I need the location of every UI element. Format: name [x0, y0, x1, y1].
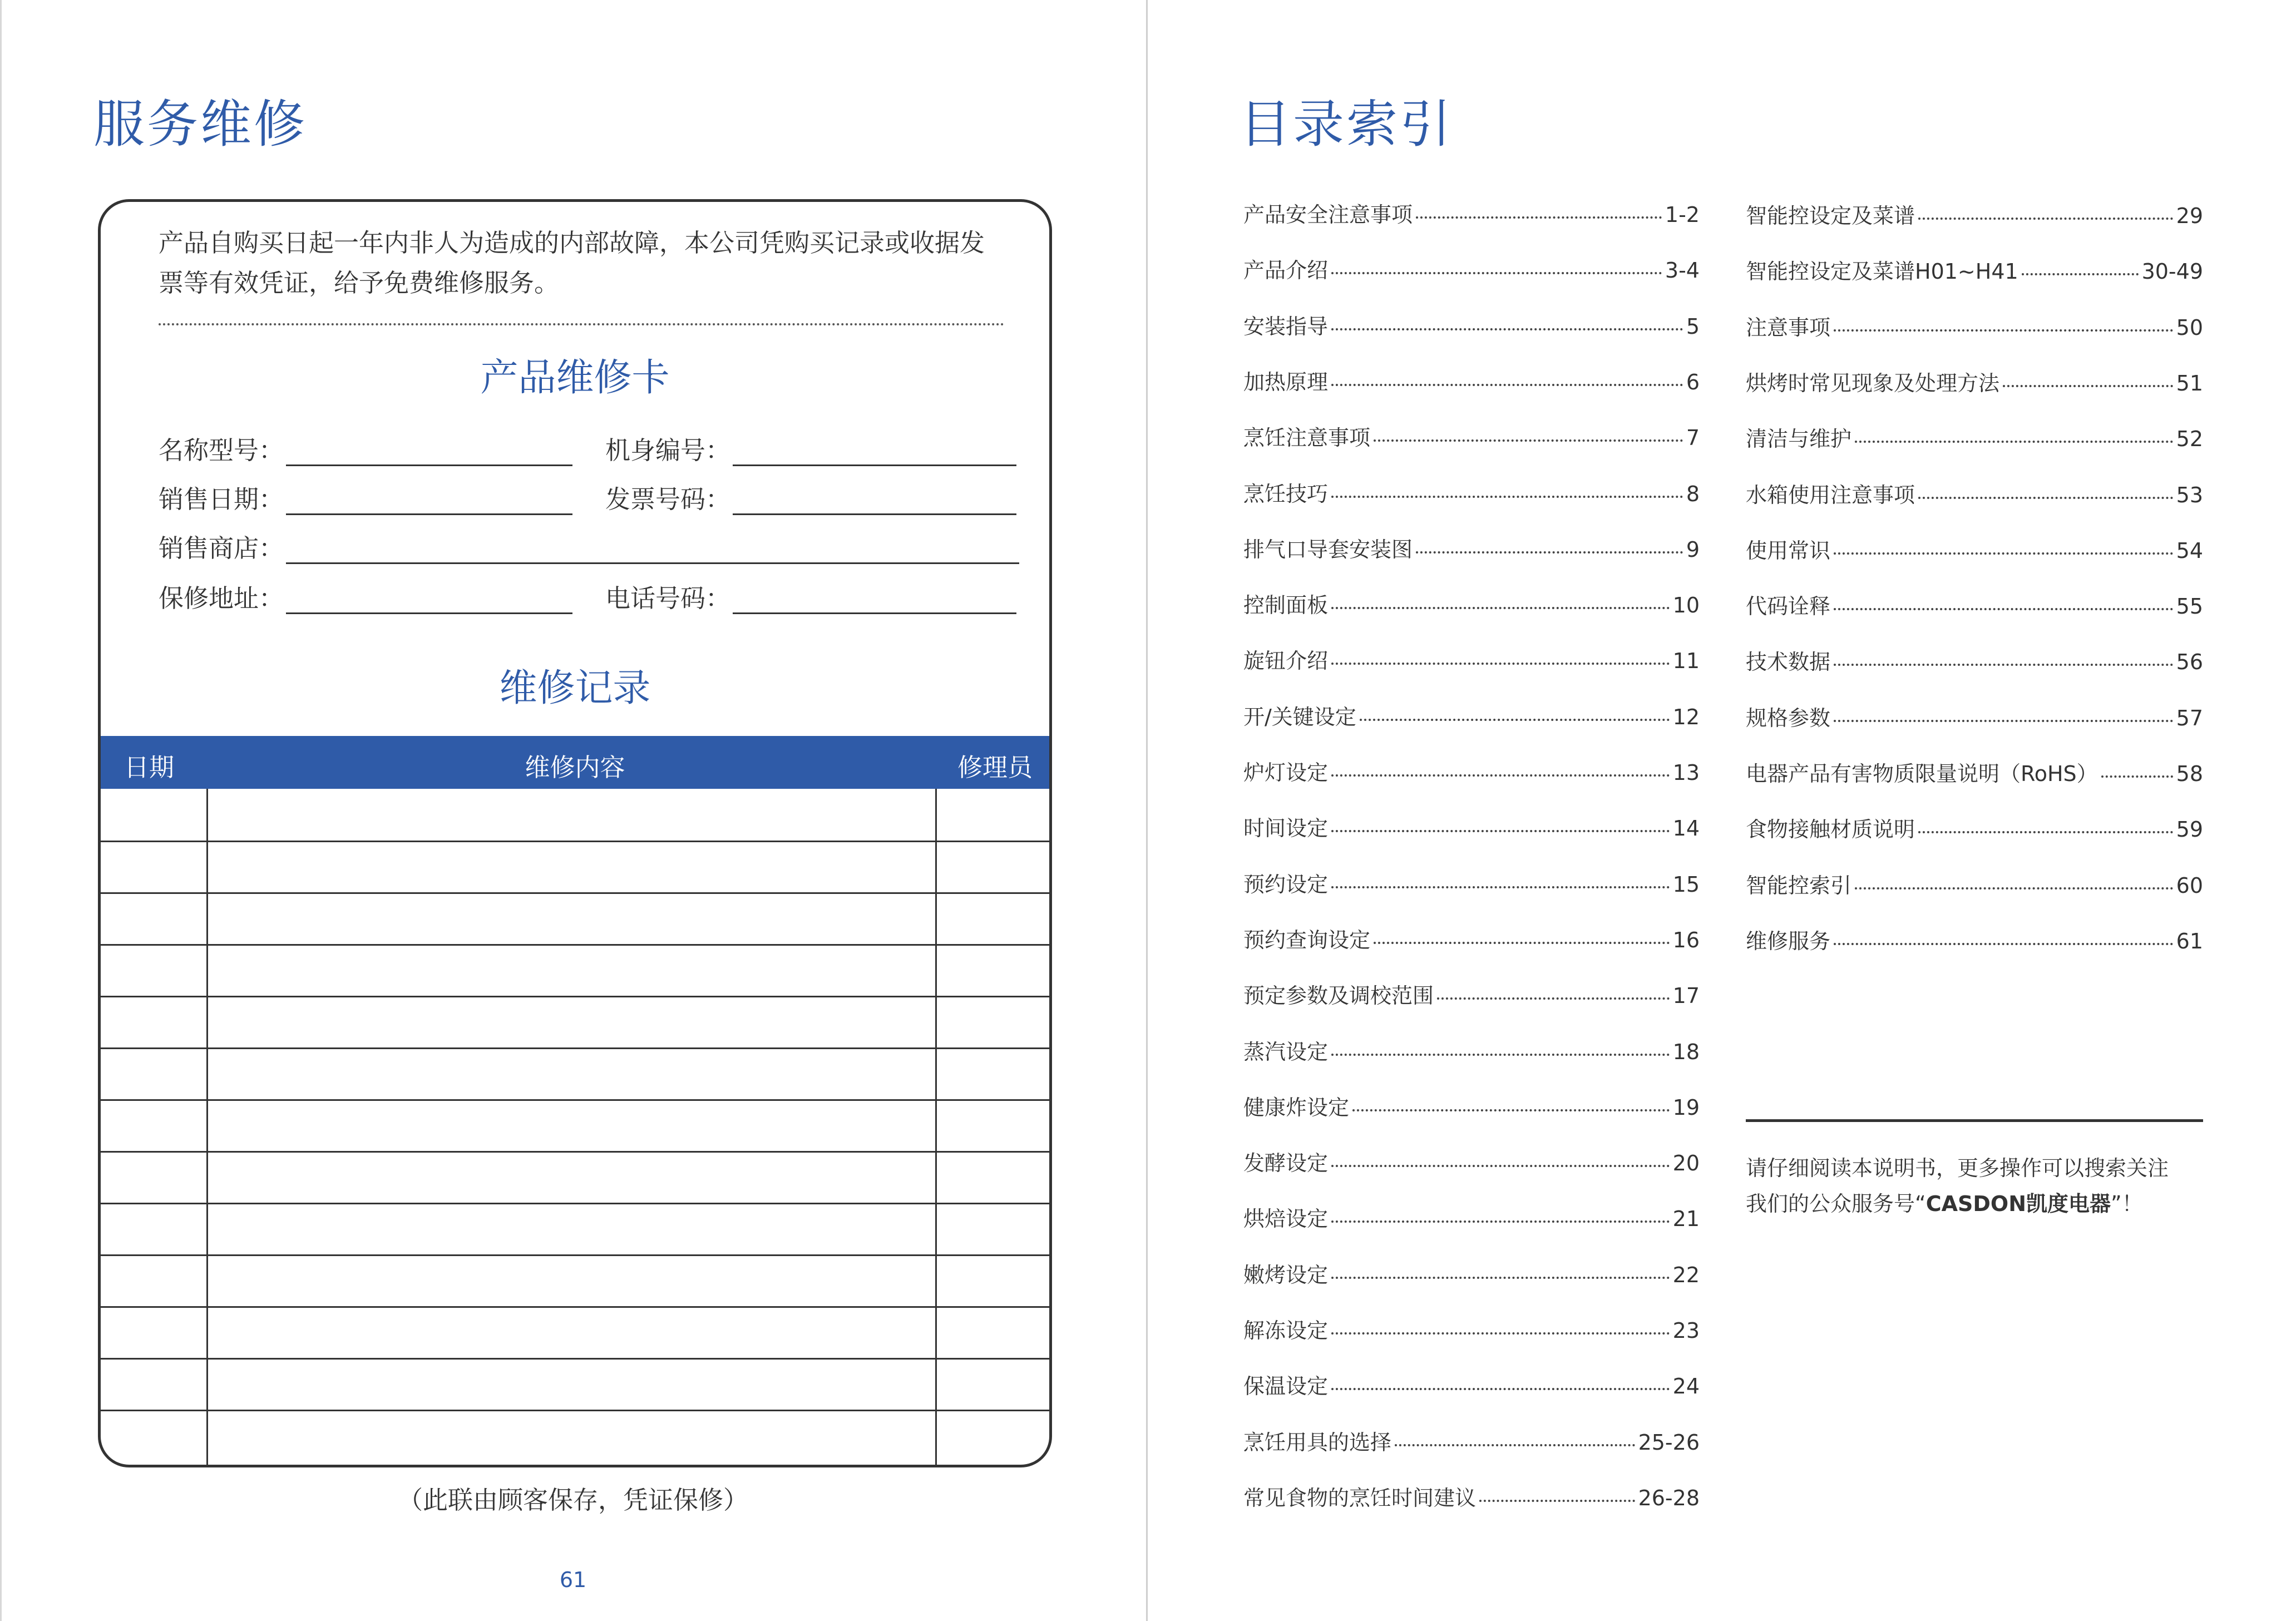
toc-entry[interactable] — [1746, 199, 2203, 229]
dotted-divider — [159, 323, 1004, 325]
toc-label: 烘烤时常见现象及处理方法 — [1746, 370, 2000, 396]
field-store-line[interactable] — [286, 538, 1019, 564]
field-store[interactable] — [159, 528, 1019, 564]
toc-entry[interactable] — [1746, 645, 2203, 675]
header-date: 日期 — [124, 753, 175, 782]
field-address[interactable] — [159, 578, 572, 614]
toc-entry[interactable] — [1243, 1146, 1700, 1177]
field-invoice[interactable] — [605, 479, 1016, 515]
warranty-intro: 产品自购买日起一年内非人为造成的内部故障，本公司凭购买记录或收据发票等有效凭证，给予免费维修服务。 — [159, 228, 985, 298]
toc-entry[interactable] — [1243, 755, 1700, 786]
toc-page-number: 17 — [1672, 984, 1700, 1009]
page-edge — [0, 0, 2, 1621]
toc-label: 解冻设定 — [1243, 1318, 1329, 1343]
repair-card — [98, 199, 1052, 1467]
toc-entry[interactable] — [1243, 532, 1700, 563]
repair-card-title: 产品维修卡 — [480, 356, 670, 400]
toc-entry[interactable] — [1746, 757, 2203, 787]
toc-label: 智能控设定及菜谱 — [1746, 204, 1915, 228]
toc-entry[interactable] — [1746, 478, 2203, 508]
field-model-line[interactable] — [286, 440, 572, 466]
records-table-header — [101, 736, 1049, 789]
note-line-2 — [1746, 1186, 2208, 1222]
toc-page-number: 53 — [2176, 482, 2203, 507]
toc-label: 智能控索引 — [1746, 873, 1852, 898]
field-serial-label: 机身编号： — [605, 436, 731, 465]
toc-page-number: 15 — [1672, 872, 1700, 897]
toc-leader — [1331, 384, 1683, 386]
toc-entry[interactable] — [1746, 701, 2203, 732]
toc-leader — [1331, 1220, 1670, 1223]
note-line-1: 请仔细阅读本说明书，更多操作可以搜索关注 — [1746, 1156, 2169, 1180]
table-row[interactable] — [101, 996, 1049, 997]
toc-label: 蒸汽设定 — [1243, 1039, 1329, 1064]
footnote: （此联由顾客保存，凭证保修） — [397, 1485, 748, 1515]
toc-leader — [1331, 607, 1670, 609]
col-divider-repairer — [935, 789, 937, 1467]
toc-page-number: 29 — [2176, 204, 2203, 228]
toc-label: 排气口导套安装图 — [1243, 537, 1413, 562]
toc-label: 烹饪技巧 — [1243, 481, 1329, 506]
field-serial[interactable] — [605, 430, 1016, 466]
toc-label: 注意事项 — [1746, 315, 1831, 340]
note-prefix: 我们的公众服务号“ — [1746, 1192, 1926, 1216]
toc-page-number: 3-4 — [1665, 258, 1700, 283]
toc-page-number: 12 — [1672, 704, 1700, 729]
toc-page-number: 8 — [1686, 481, 1700, 506]
toc-label: 水箱使用注意事项 — [1746, 482, 1915, 507]
toc-page-number: 56 — [2176, 650, 2203, 675]
toc-leader — [1360, 719, 1670, 721]
toc-page-number: 30-49 — [2141, 259, 2203, 284]
table-row[interactable] — [101, 944, 1049, 946]
toc-leader — [2022, 273, 2139, 275]
toc-leader — [1834, 552, 2173, 555]
toc-entry[interactable] — [1243, 1202, 1700, 1232]
field-model[interactable] — [159, 430, 572, 466]
toc-leader — [1918, 497, 2173, 499]
toc-page-number: 22 — [1672, 1262, 1700, 1287]
toc-page-number: 14 — [1672, 816, 1700, 841]
toc-entry[interactable] — [1243, 1425, 1700, 1456]
toc-entry[interactable] — [1243, 253, 1700, 284]
toc-page-number: 26-28 — [1638, 1485, 1700, 1510]
toc-leader — [1416, 216, 1662, 219]
toc-page-number: 60 — [2176, 873, 2203, 898]
toc-label: 烹饪用具的选择 — [1243, 1430, 1392, 1455]
page-title-service: 服务维修 — [93, 95, 308, 154]
toc-entry[interactable] — [1746, 589, 2203, 620]
toc-label: 发酵设定 — [1243, 1151, 1329, 1176]
reading-note — [1746, 1150, 2208, 1222]
toc-label: 预约查询设定 — [1243, 927, 1371, 952]
toc-label: 炉灯设定 — [1243, 760, 1329, 785]
field-phone-label: 电话号码： — [605, 584, 731, 613]
toc-page-number: 54 — [2176, 538, 2203, 563]
toc-page-number: 1-2 — [1665, 202, 1700, 227]
toc-entry[interactable] — [1243, 700, 1700, 730]
toc-label: 预定参数及调校范围 — [1243, 984, 1434, 1009]
toc-leader — [1331, 886, 1670, 888]
toc-entry[interactable] — [1746, 924, 2203, 955]
field-phone[interactable] — [605, 578, 1016, 614]
toc-leader — [1416, 551, 1683, 553]
table-row[interactable] — [101, 1151, 1049, 1153]
toc-entry[interactable] — [1243, 1090, 1700, 1121]
toc-label: 加热原理 — [1243, 369, 1329, 394]
toc-entry[interactable] — [1746, 868, 2203, 899]
toc-entry[interactable] — [1746, 422, 2203, 452]
toc-leader — [1834, 608, 2173, 610]
toc-label: 智能控设定及菜谱H01~H41 — [1746, 259, 2018, 284]
table-row[interactable] — [101, 1047, 1049, 1049]
table-row[interactable] — [101, 1099, 1049, 1101]
toc-label: 保温设定 — [1243, 1374, 1329, 1399]
toc-leader — [1331, 1388, 1670, 1390]
toc-page-number: 52 — [2176, 427, 2203, 452]
toc-leader — [1331, 272, 1662, 274]
toc-entry[interactable] — [1243, 309, 1700, 340]
toc-label: 清洁与维护 — [1746, 427, 1852, 452]
toc-leader — [1331, 1332, 1670, 1335]
toc-page-number: 23 — [1672, 1318, 1700, 1343]
toc-label: 控制面板 — [1243, 593, 1329, 618]
toc-entry[interactable] — [1243, 644, 1700, 674]
field-phone-line[interactable] — [733, 588, 1016, 614]
toc-entry[interactable] — [1243, 588, 1700, 619]
toc-label: 规格参数 — [1746, 705, 1831, 730]
toc-leader — [1331, 830, 1670, 832]
field-sale-date-label: 销售日期： — [159, 485, 284, 514]
toc-page-number: 58 — [2176, 762, 2203, 786]
toc-page-number: 24 — [1672, 1374, 1700, 1399]
toc-entry[interactable] — [1746, 366, 2203, 397]
toc-leader — [1374, 439, 1683, 442]
toc-page-number: 57 — [2176, 705, 2203, 730]
toc-leader — [1855, 441, 2173, 443]
toc-page-number: 6 — [1686, 369, 1700, 394]
toc-leader — [1437, 997, 1670, 1000]
toc-page-number: 7 — [1686, 426, 1700, 451]
page-number: 61 — [559, 1568, 587, 1592]
field-store-label: 销售商店： — [159, 533, 284, 563]
field-address-label: 保修地址： — [159, 584, 284, 613]
toc-leader — [1331, 1277, 1670, 1279]
toc-page-number: 25-26 — [1638, 1430, 1700, 1455]
toc-entry[interactable] — [1243, 1313, 1700, 1344]
toc-leader — [2101, 775, 2173, 778]
toc-entry[interactable] — [1243, 365, 1700, 396]
table-row[interactable] — [101, 1306, 1049, 1308]
toc-label: 使用常识 — [1746, 538, 1831, 563]
toc-leader — [1855, 887, 2173, 889]
toc-leader — [1479, 1500, 1635, 1502]
toc-label: 预约设定 — [1243, 872, 1329, 897]
toc-label: 时间设定 — [1243, 816, 1329, 841]
toc-label: 烘焙设定 — [1243, 1207, 1329, 1232]
toc-entry[interactable] — [1243, 421, 1700, 451]
records-table — [101, 789, 1049, 1467]
toc-leader — [1834, 664, 2173, 666]
toc-page-number: 51 — [2176, 370, 2203, 396]
toc-label: 代码诠释 — [1746, 594, 1831, 619]
toc-page-number: 11 — [1672, 649, 1700, 674]
field-invoice-label: 发票号码： — [605, 485, 731, 514]
field-model-label: 名称型号： — [159, 436, 284, 465]
toc-leader — [1834, 943, 2173, 945]
brand-name: CASDON凯度电器 — [1925, 1192, 2111, 1216]
field-sale-date[interactable] — [159, 479, 572, 515]
field-sale-date-line[interactable] — [286, 489, 572, 515]
toc-page-number: 50 — [2176, 315, 2203, 340]
toc-label: 技术数据 — [1746, 650, 1831, 675]
toc-entry[interactable] — [1243, 197, 1700, 228]
toc-page-number: 10 — [1672, 593, 1700, 618]
toc-entry[interactable] — [1243, 1481, 1700, 1511]
toc-label: 安装指导 — [1243, 314, 1329, 339]
toc-leader — [1834, 329, 2173, 332]
page-title-index: 目录索引 — [1240, 95, 1454, 154]
toc-label: 维修服务 — [1746, 928, 1831, 953]
header-repairer: 修理员 — [957, 753, 1033, 782]
table-row[interactable] — [101, 1410, 1049, 1411]
toc-page-number: 9 — [1686, 537, 1700, 562]
toc-page-number: 19 — [1672, 1095, 1700, 1120]
toc-leader — [1331, 774, 1670, 777]
note-divider — [1746, 1119, 2203, 1122]
toc-entry[interactable] — [1243, 1035, 1700, 1065]
toc-label: 产品介绍 — [1243, 258, 1329, 283]
toc-leader — [1331, 1165, 1670, 1167]
toc-label: 嫩烤设定 — [1243, 1262, 1329, 1287]
toc-entry[interactable] — [1243, 867, 1700, 898]
header-content: 维修内容 — [525, 753, 625, 782]
note-suffix: ”！ — [2111, 1192, 2143, 1216]
toc-page-number: 5 — [1686, 314, 1700, 339]
toc-label: 开/关键设定 — [1243, 704, 1356, 729]
toc-leader — [1834, 720, 2173, 722]
toc-page-number: 16 — [1672, 927, 1700, 952]
toc-entry[interactable] — [1243, 477, 1700, 507]
toc-leader — [1331, 496, 1683, 498]
table-row[interactable] — [101, 892, 1049, 894]
toc-page-number: 21 — [1672, 1207, 1700, 1232]
table-row[interactable] — [101, 1358, 1049, 1360]
toc-label: 旋钮介绍 — [1243, 649, 1329, 674]
toc-leader — [1331, 328, 1683, 330]
toc-leader — [1918, 218, 2173, 220]
toc-entry[interactable] — [1243, 978, 1700, 1009]
field-invoice-line[interactable] — [733, 489, 1016, 515]
toc-leader — [1331, 1054, 1670, 1056]
table-row[interactable] — [101, 841, 1049, 842]
toc-leader — [1918, 831, 2173, 833]
toc-leader — [1331, 663, 1670, 665]
toc-entry[interactable] — [1243, 1258, 1700, 1288]
toc-leader — [2003, 385, 2173, 387]
toc-page-number: 13 — [1672, 760, 1700, 785]
toc-label: 健康炸设定 — [1243, 1095, 1350, 1120]
field-serial-line[interactable] — [733, 440, 1016, 466]
toc-leader — [1374, 942, 1670, 944]
toc-entry[interactable] — [1243, 923, 1700, 953]
toc-leader — [1352, 1109, 1670, 1111]
toc-entry[interactable] — [1746, 533, 2203, 564]
table-row[interactable] — [101, 1254, 1049, 1256]
toc-label: 电器产品有害物质限量说明（RoHS） — [1746, 762, 2098, 786]
toc-page-number: 18 — [1672, 1039, 1700, 1064]
toc-entry[interactable] — [1243, 1369, 1700, 1400]
toc-page-number: 61 — [2176, 928, 2203, 953]
field-address-line[interactable] — [286, 588, 572, 614]
toc-page-number: 20 — [1672, 1151, 1700, 1176]
records-title: 维修记录 — [499, 666, 651, 710]
toc-entry[interactable] — [1746, 812, 2203, 843]
toc-entry[interactable] — [1243, 811, 1700, 842]
table-row[interactable] — [101, 1203, 1049, 1204]
col-divider-date — [206, 789, 208, 1467]
toc-label: 烹饪注意事项 — [1243, 426, 1371, 451]
toc-entry[interactable] — [1746, 310, 2203, 341]
toc-page-number: 55 — [2176, 594, 2203, 619]
toc-label: 常见食物的烹饪时间建议 — [1243, 1485, 1477, 1510]
toc-page-number: 59 — [2176, 817, 2203, 842]
toc-leader — [1395, 1444, 1635, 1446]
toc-label: 产品安全注意事项 — [1243, 202, 1413, 227]
toc-label: 食物接触材质说明 — [1746, 817, 1915, 842]
toc-entry[interactable] — [1746, 254, 2203, 285]
